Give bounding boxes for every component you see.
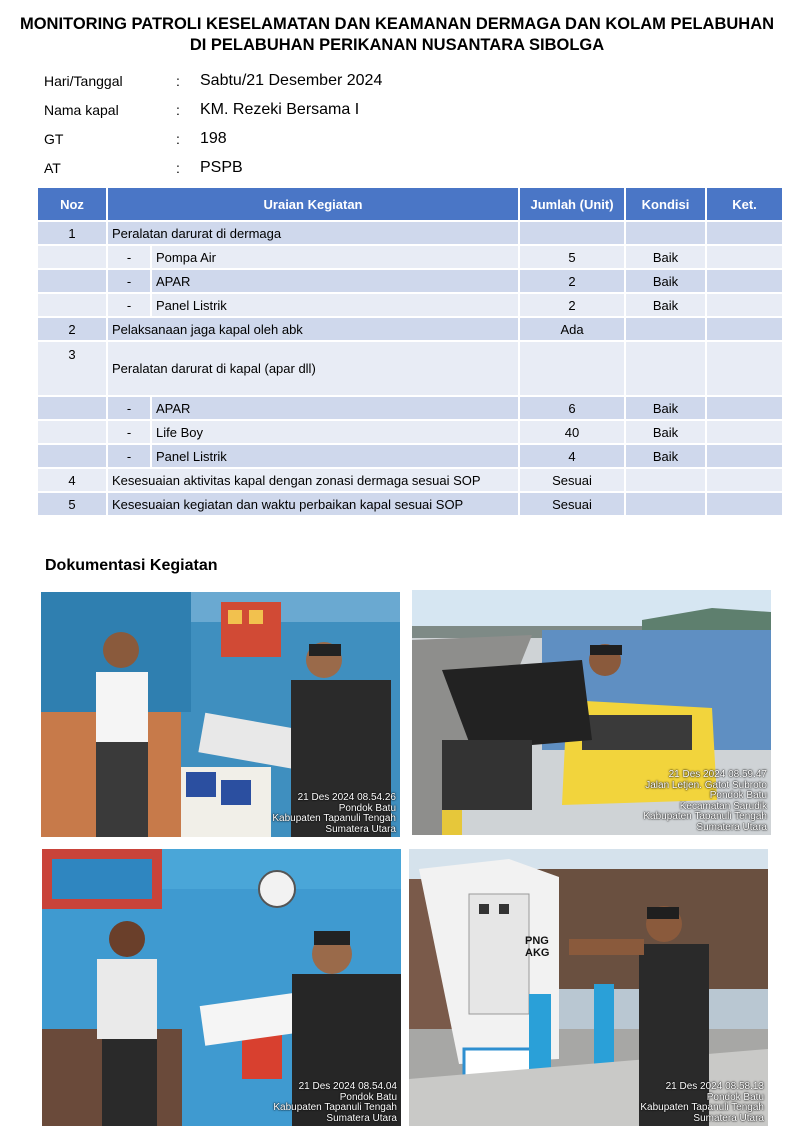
documentation-title: Dokumentasi Kegiatan [45, 557, 218, 574]
cell-description: Pompa Air [152, 246, 518, 268]
title-line-2: DI PELABUHAN PERIKANAN NUSANTARA SIBOLGA [189, 36, 605, 54]
table-row [38, 421, 782, 443]
cell-condition [626, 222, 705, 244]
stamp-line: 21 Des 2024 08.59.47 [668, 769, 767, 780]
header-condition: Kondisi [626, 188, 705, 220]
cell-dash: - [108, 445, 150, 467]
cell-no [38, 246, 106, 268]
photo-timestamp [640, 1082, 764, 1124]
info-value: Sabtu/21 Desember 2024 [200, 71, 383, 89]
info-label: Nama kapal [44, 101, 119, 118]
cell-notes [707, 318, 782, 340]
page-title [0, 14, 794, 56]
activity-table [36, 186, 784, 517]
table-row [38, 469, 782, 491]
stamp-line: 21 Des 2024 08.54.04 [298, 1081, 397, 1092]
cell-quantity: Ada [520, 318, 624, 340]
cell-no [38, 445, 106, 467]
cell-quantity [520, 342, 624, 395]
cell-condition [626, 318, 705, 340]
cell-no [38, 421, 106, 443]
cell-description: APAR [152, 397, 518, 419]
cell-description: Kesesuaian aktivitas kapal dengan zonasi dermaga sesuai SOP [108, 469, 518, 491]
cell-condition [626, 342, 705, 395]
table-header-row [38, 188, 782, 220]
cell-quantity: 2 [520, 294, 624, 316]
cell-description: Kesesuaian kegiatan dan waktu perbaikan kapal sesuai SOP [108, 493, 518, 515]
photo-cabin-interview [42, 849, 401, 1126]
cell-quantity: 5 [520, 246, 624, 268]
info-label: AT [44, 159, 61, 176]
cell-quantity: 2 [520, 270, 624, 292]
cell-description: Peralatan darurat di kapal (apar dll) [108, 342, 518, 395]
cell-dash: - [108, 421, 150, 443]
cell-condition: Baik [626, 246, 705, 268]
cell-notes [707, 342, 782, 395]
stamp-line: Pondok Batu [709, 790, 767, 801]
info-row-gt [44, 124, 544, 153]
cell-condition [626, 469, 705, 491]
stamp-line: Kecamatan Sarudik [679, 800, 767, 812]
title-line-1: MONITORING PATROLI KESELAMATAN DAN KEAMANAN DERMAGA DAN KOLAM PELABUHAN [19, 15, 775, 33]
cell-no: 4 [38, 469, 106, 491]
info-colon: : [176, 130, 180, 147]
table-row [38, 397, 782, 419]
header-no: Noz [38, 188, 106, 220]
info-colon: : [176, 159, 180, 176]
stamp-line: Pondok Batu [706, 1091, 764, 1103]
cell-dash: - [108, 270, 150, 292]
cell-condition: Baik [626, 294, 705, 316]
table-row [38, 342, 782, 395]
stamp-line: Kabupaten Tapanuli Tengah [640, 1102, 764, 1113]
stamp-line: Sumatera Utara [325, 823, 396, 835]
cell-no: 3 [38, 342, 106, 395]
cell-notes [707, 246, 782, 268]
photo-electrical-panel [409, 849, 768, 1126]
cell-quantity: Sesuai [520, 493, 624, 515]
info-value: KM. Rezeki Bersama I [200, 100, 360, 118]
cell-description: Pelaksanaan jaga kapal oleh abk [108, 318, 518, 340]
cell-no: 1 [38, 222, 106, 244]
cell-dash: - [108, 294, 150, 316]
cell-quantity [520, 222, 624, 244]
photo-timestamp [273, 1082, 397, 1124]
photo-engine-room-panel [41, 592, 400, 837]
cell-description: Peralatan darurat di dermaga [108, 222, 518, 244]
cell-quantity: 6 [520, 397, 624, 419]
stamp-line: Jalan Letjen. Gatot Subroto [645, 779, 767, 791]
cell-no [38, 397, 106, 419]
cell-no: 5 [38, 493, 106, 515]
photo-timestamp [272, 793, 396, 835]
cell-notes [707, 445, 782, 467]
table-row [38, 493, 782, 515]
table-row [38, 318, 782, 340]
header-description: Uraian Kegiatan [108, 188, 518, 220]
stamp-line: Kabupaten Tapanuli Tengah [273, 1102, 397, 1113]
stamp-line: Pondok Batu [339, 1091, 397, 1103]
stamp-line: Sumatera Utara [693, 1112, 764, 1124]
cell-condition: Baik [626, 421, 705, 443]
cell-quantity: 40 [520, 421, 624, 443]
info-block [44, 66, 544, 182]
info-value: PSPB [200, 158, 243, 176]
cell-notes [707, 469, 782, 491]
info-value: 198 [200, 129, 227, 147]
cell-description: Life Boy [152, 421, 518, 443]
info-row-ship [44, 95, 544, 124]
cell-dash: - [108, 246, 150, 268]
info-label: Hari/Tanggal [44, 72, 123, 89]
panel-label: PNG AKG [525, 935, 550, 959]
info-colon: : [176, 101, 180, 118]
info-colon: : [176, 72, 180, 89]
stamp-line: Kabupaten Tapanuli Tengah [643, 811, 767, 822]
cell-quantity: Sesuai [520, 469, 624, 491]
cell-no [38, 294, 106, 316]
stamp-line: Sumatera Utara [696, 821, 767, 833]
table-row [38, 246, 782, 268]
cell-description: Panel Listrik [152, 294, 518, 316]
cell-notes [707, 421, 782, 443]
cell-condition: Baik [626, 397, 705, 419]
cell-notes [707, 222, 782, 244]
table-row [38, 270, 782, 292]
cell-condition: Baik [626, 445, 705, 467]
photo-dock-inspection [412, 590, 771, 835]
stamp-line: 21 Des 2024 08.58.13 [665, 1081, 764, 1092]
cell-dash: - [108, 397, 150, 419]
cell-no: 2 [38, 318, 106, 340]
cell-no [38, 270, 106, 292]
table-row [38, 445, 782, 467]
cell-notes [707, 294, 782, 316]
table-row [38, 294, 782, 316]
cell-condition: Baik [626, 270, 705, 292]
table-row [38, 222, 782, 244]
info-row-at [44, 153, 544, 182]
cell-notes [707, 270, 782, 292]
stamp-line: Pondok Batu [338, 802, 396, 814]
cell-description: Panel Listrik [152, 445, 518, 467]
header-quantity: Jumlah (Unit) [520, 188, 624, 220]
cell-notes [707, 397, 782, 419]
info-row-date [44, 66, 544, 95]
cell-description: APAR [152, 270, 518, 292]
info-label: GT [44, 130, 64, 147]
cell-notes [707, 493, 782, 515]
stamp-line: 21 Des 2024 08.54.26 [297, 792, 396, 803]
stamp-line: Sumatera Utara [326, 1112, 397, 1124]
cell-quantity: 4 [520, 445, 624, 467]
header-notes: Ket. [707, 188, 782, 220]
stamp-line: Kabupaten Tapanuli Tengah [272, 813, 396, 824]
cell-condition [626, 493, 705, 515]
photo-timestamp [643, 770, 767, 833]
